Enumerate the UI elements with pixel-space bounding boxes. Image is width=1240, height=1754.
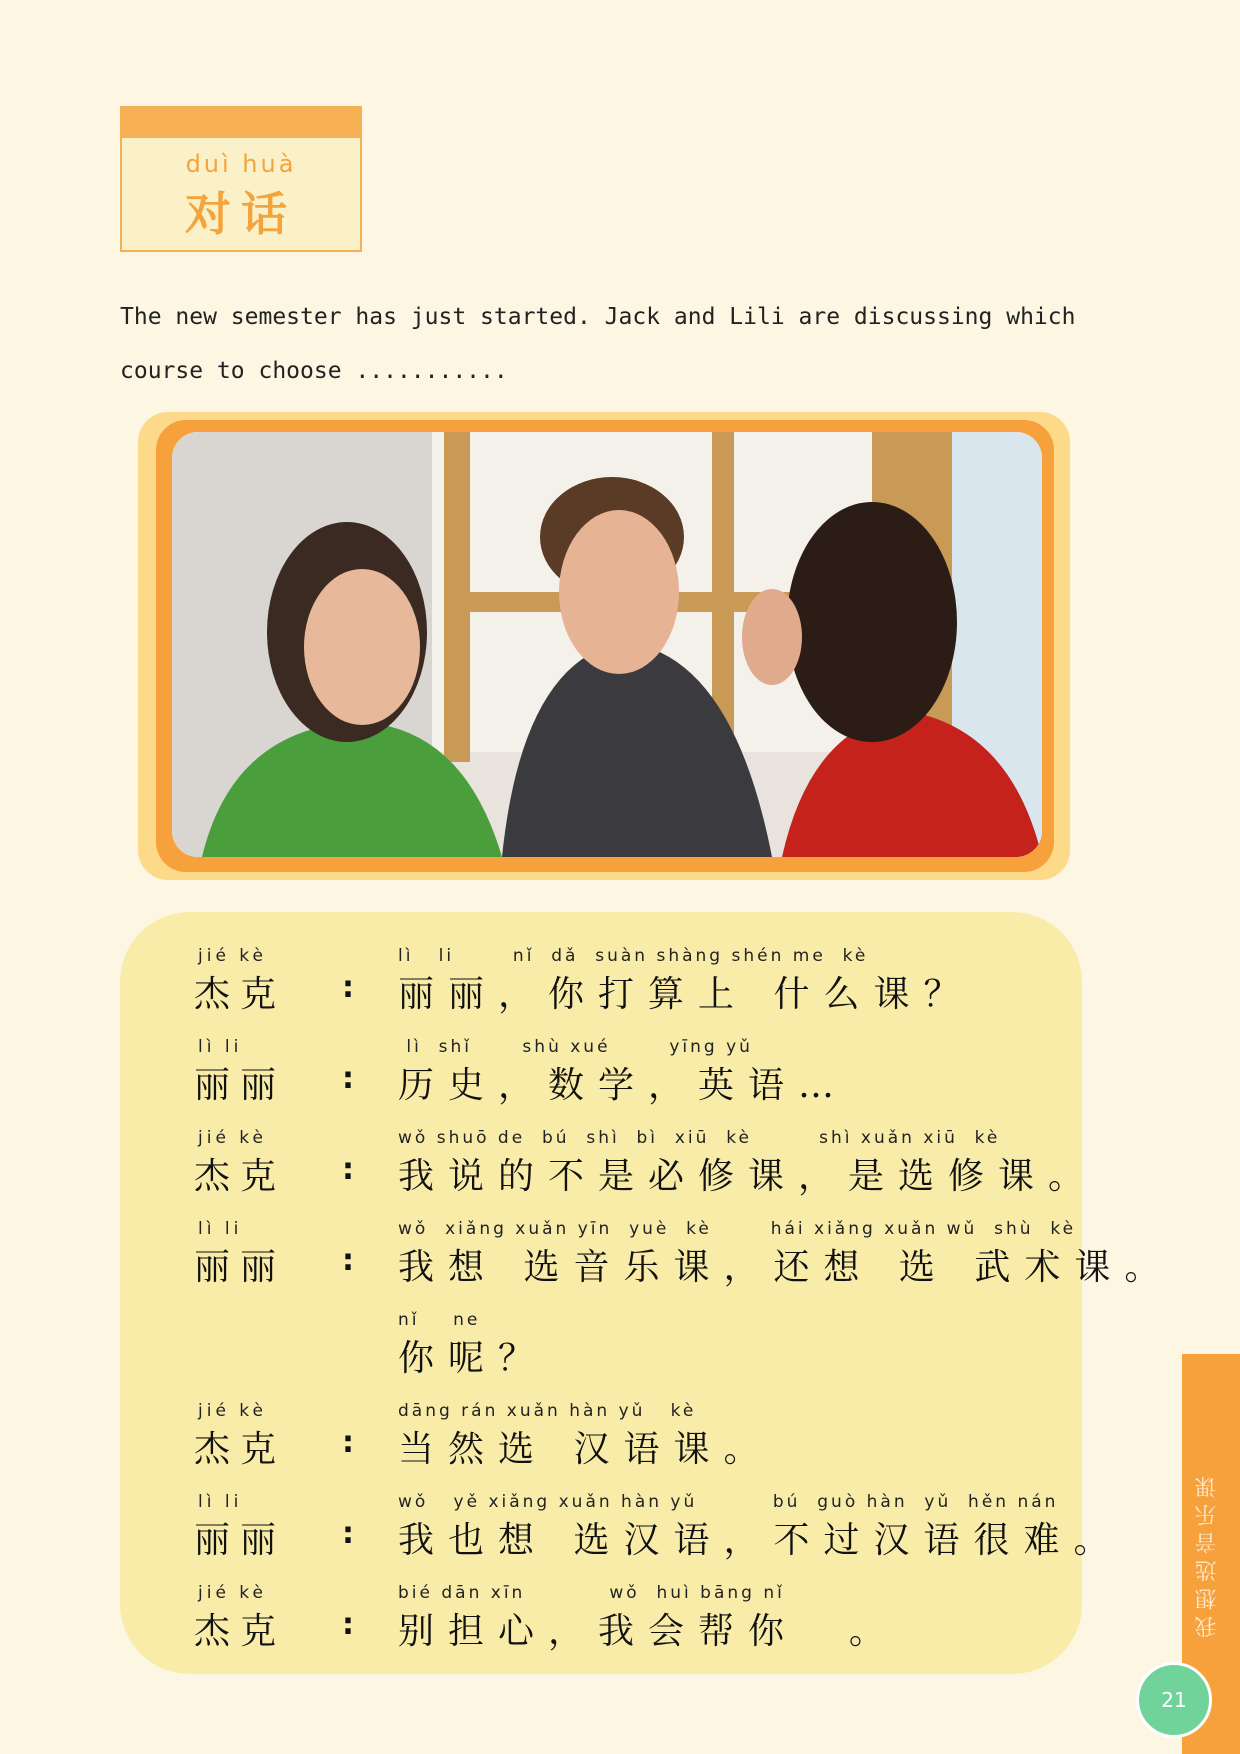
speaker-pinyin: jié kè: [198, 1583, 268, 1603]
line-text: 我也想 选汉语，不过汉语很难。: [398, 1520, 1124, 1561]
line-pinyin: wǒ shuō de bú shì bì xiū kè shì xuǎn xiū kè: [398, 1128, 1001, 1148]
line-pinyin: nǐ ne: [398, 1310, 481, 1330]
line-pinyin: lì li nǐ dǎ suàn shàng shén me kè: [398, 946, 869, 966]
dialogue-line: [120, 1583, 1082, 1663]
colon: :: [342, 1061, 354, 1096]
dialogue-line: [120, 1310, 1082, 1390]
line-pinyin: bié dān xīn wǒ huì bāng nǐ: [398, 1583, 785, 1603]
line-pinyin: dāng rán xuǎn hàn yǔ kè: [398, 1401, 697, 1421]
dialogue-line: [120, 1401, 1082, 1481]
colon: :: [342, 1425, 354, 1460]
colon: :: [342, 1607, 354, 1642]
students-photo: [172, 432, 1042, 857]
line-text: 我说的不是必修课，是选修课。: [398, 1156, 1099, 1197]
section-header-box: [120, 106, 362, 252]
line-text: 你呢？: [398, 1338, 549, 1379]
students-photo-illustration: [172, 432, 1042, 857]
line-text: 我想 选音乐课，还想 选 武术课。: [398, 1247, 1175, 1288]
colon: :: [342, 1243, 354, 1278]
line-text: 当然选 汉语课。: [398, 1429, 774, 1470]
colon: :: [342, 1152, 354, 1187]
speaker-pinyin: jié kè: [198, 1128, 268, 1148]
intro-text: The new semester has just started. Jack and Lili are discussing which course to choose ...........: [120, 304, 1076, 384]
page-number: 21: [1136, 1662, 1212, 1738]
chapter-title: 我想选音乐课: [1195, 1470, 1220, 1638]
speaker-pinyin: jié kè: [198, 1401, 268, 1421]
speaker-name: 丽丽: [194, 1247, 287, 1288]
speaker-name: 杰克: [194, 974, 287, 1015]
speaker-pinyin: lì li: [198, 1219, 243, 1239]
dialogue-line: [120, 1492, 1124, 1572]
dialogue-line: [120, 946, 1082, 1026]
colon: :: [342, 1516, 354, 1551]
dialogue-line: [120, 1037, 1082, 1117]
line-text: 别担心，我会帮你 。: [398, 1611, 899, 1652]
header-title: 对话: [185, 187, 297, 241]
speaker-name: 杰克: [194, 1429, 287, 1470]
line-text: 历史，数学，英语…: [398, 1065, 849, 1106]
dialogue-panel: [120, 912, 1175, 1674]
header-bar: [122, 108, 360, 138]
speaker-name: 杰克: [194, 1611, 287, 1652]
speaker-name: 丽丽: [194, 1520, 287, 1561]
speaker-name: 杰克: [194, 1156, 287, 1197]
dialogue-line: [120, 1128, 1099, 1208]
line-pinyin: wǒ yě xiǎng xuǎn hàn yǔ bú guò hàn yǔ hěn nán: [398, 1492, 1059, 1512]
colon: :: [342, 970, 354, 1005]
speaker-pinyin: lì li: [198, 1037, 243, 1057]
speaker-name: 丽丽: [194, 1065, 287, 1106]
line-pinyin: wǒ xiǎng xuǎn yīn yuè kè hái xiǎng xuǎn wǔ shù kè: [398, 1219, 1077, 1239]
dialogue-line: [120, 1219, 1175, 1299]
line-text: 丽丽，你打算上 什么课？: [398, 974, 974, 1015]
header-pinyin: duì huà: [185, 150, 297, 178]
line-pinyin: lì shǐ shù xué yīng yǔ: [398, 1037, 753, 1057]
speaker-pinyin: jié kè: [198, 946, 268, 966]
speaker-pinyin: lì li: [198, 1492, 243, 1512]
